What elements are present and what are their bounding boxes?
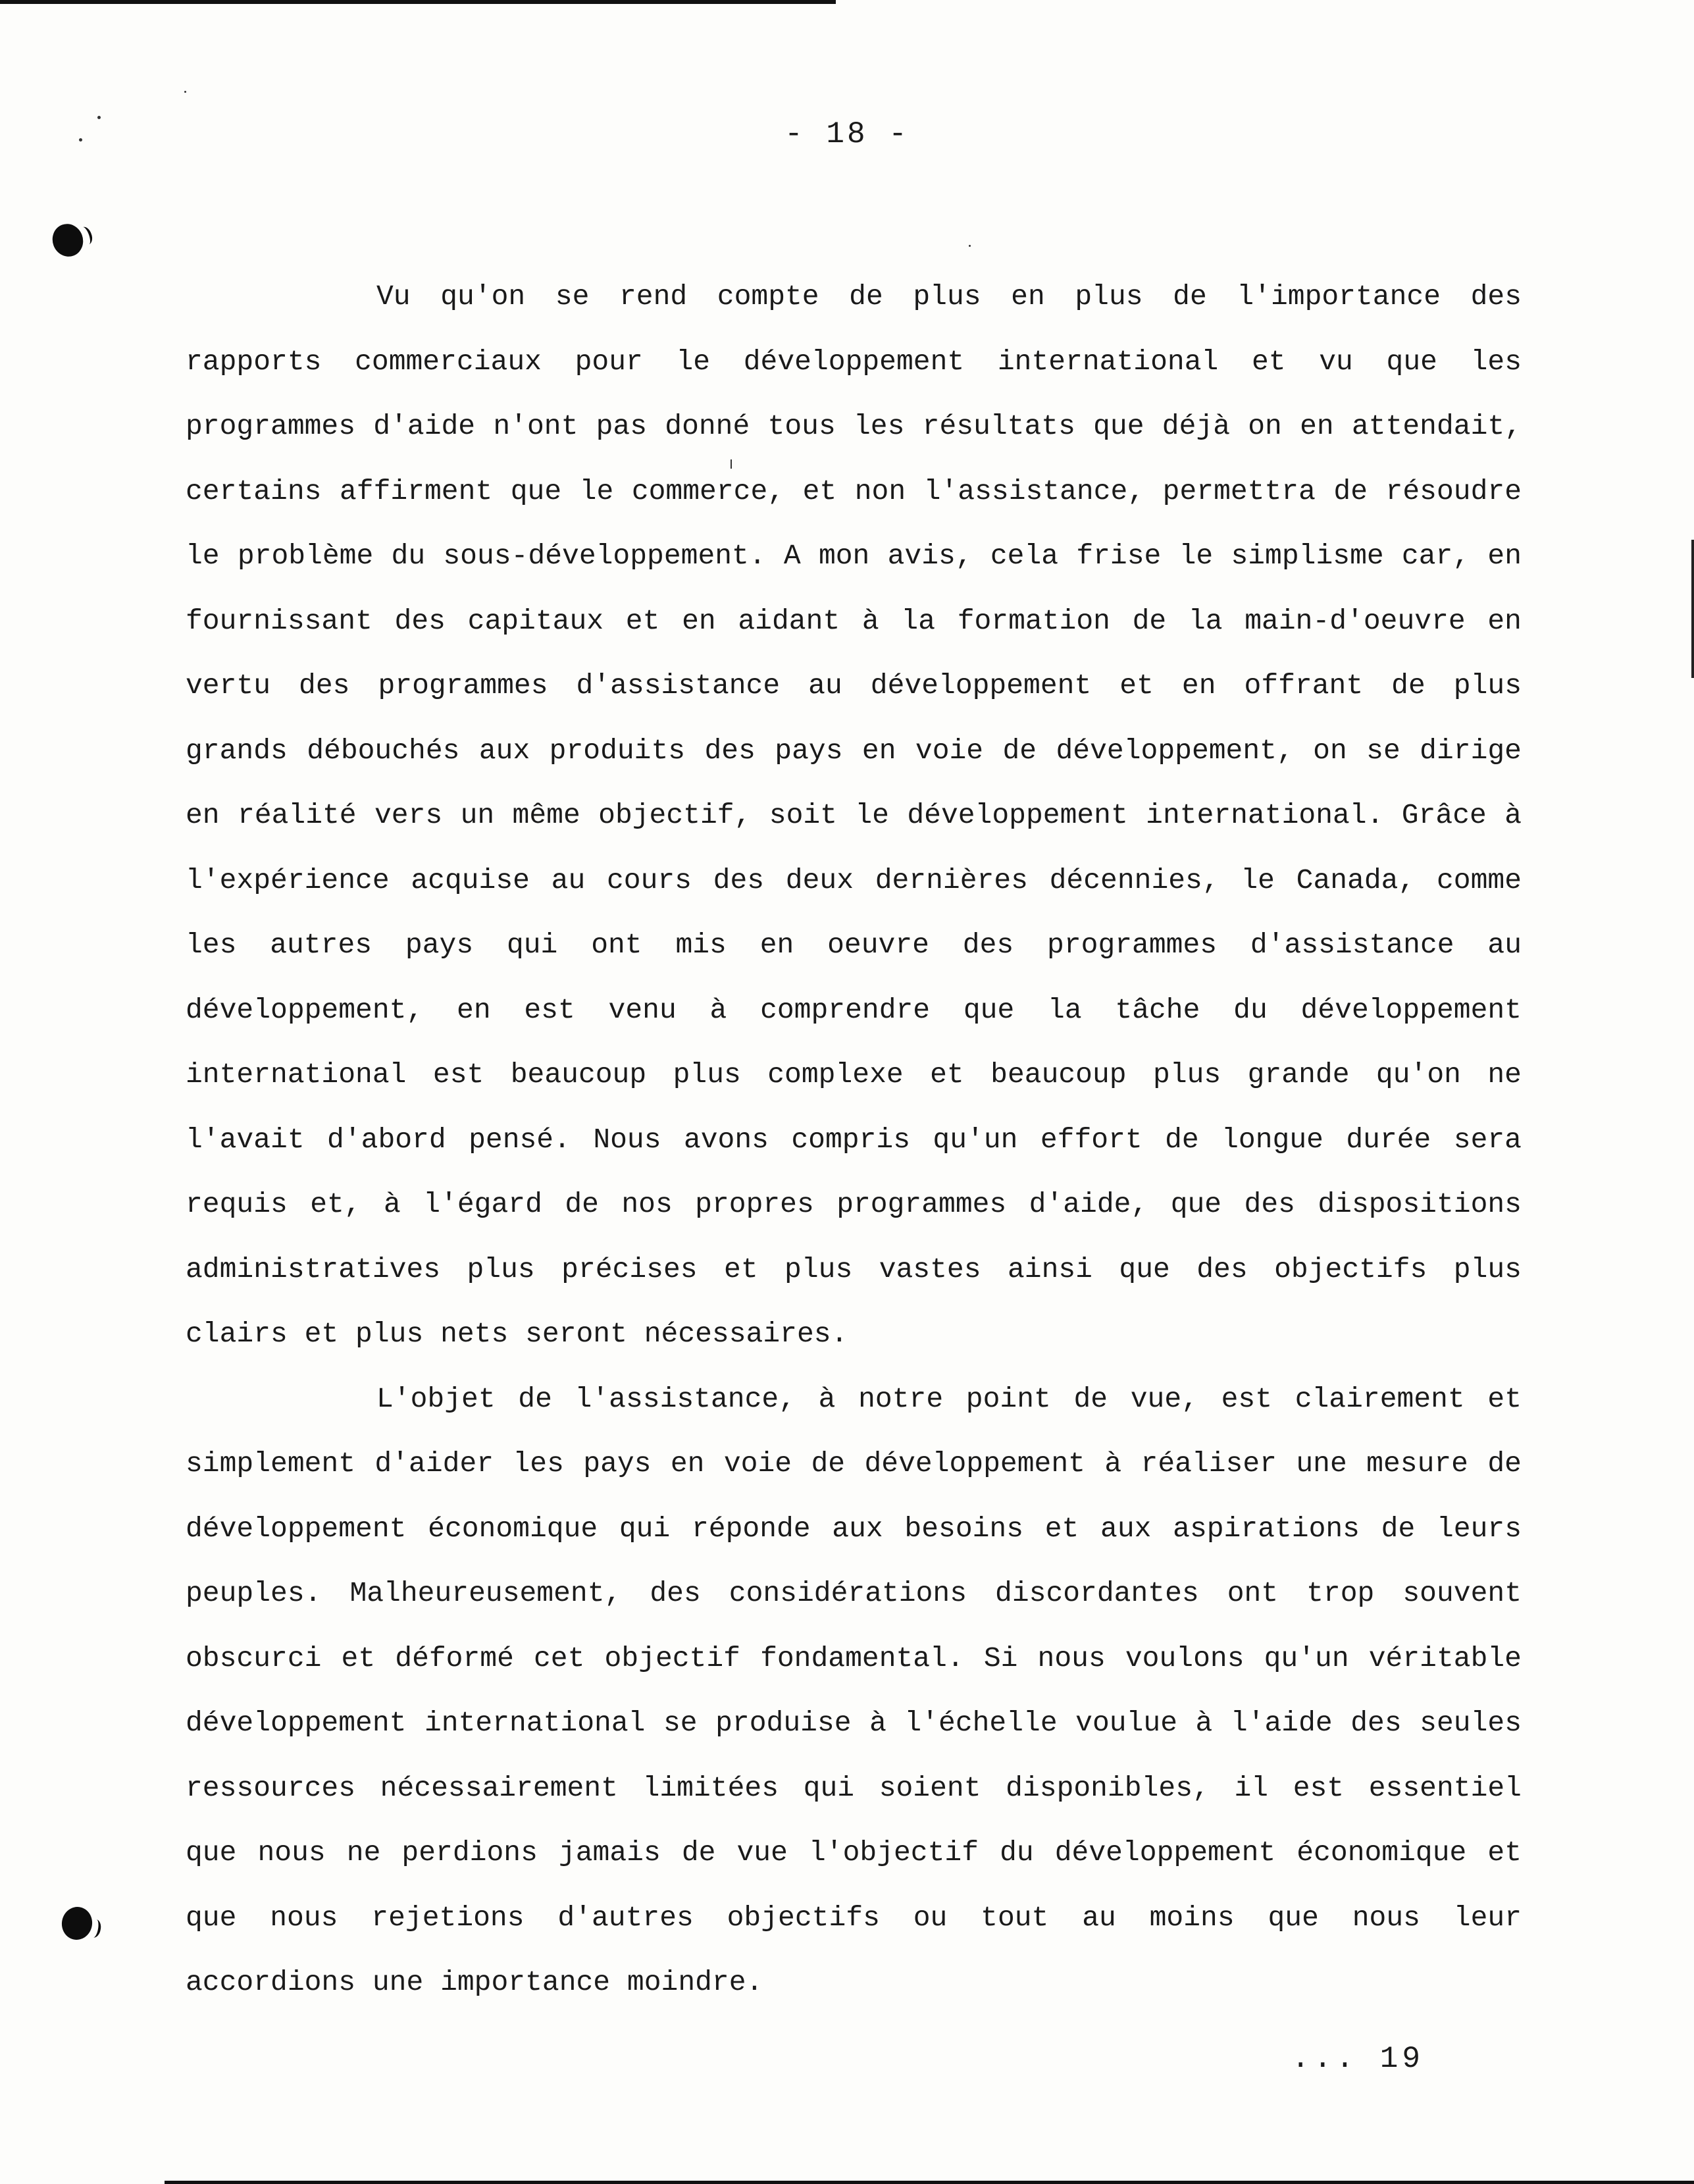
scan-speck xyxy=(969,245,971,247)
paragraph: L'objet de l'assistance, à notre point de vue, est clairement et simplement d'aider les pays en voie de développement à réaliser une mesure de développement économique qui réponde aux besoins et aux aspirations de leurs peuples. Malheureusement, des considérations discordantes ont trop souvent obscurci et déformé cet objectif fondamental. Si nous voulons qu'un véritable développement international se produise à l'échelle voulue à l'aide des seules ressources nécessairement limitées qui soient disponibles, il est essentiel que nous ne perdions jamais de vue l'objectif du développement économique et que nous rejetions d'autres objectifs ou tout au moins que nous leur accordions une importance moindre. xyxy=(186,1382,1522,1998)
page-number: - 18 - xyxy=(784,117,910,151)
punch-hole-mark xyxy=(48,220,88,261)
paragraph: Vu qu'on se rend compte de plus en plus de l'importance des rapports commerciaux pour le développement international et vu que les programmes d'aide n'ont pas donné tous les résultats que déjà on en attendait, certains affirment que le commerce, et non l'assistance, permettra de résoudre le problème du sous-développement. A mon avis, cela frise le simplisme car, en fournissant des capitaux et en aidant à la formation de la main-d'oeuvre en vertu des programmes d'assistance au développement et en offrant de plus grands débouchés aux produits des pays en voie de développement, on se dirige en réalité vers un même objectif, soit le développement international. Grâce à l'expérience acquise au cours des deux dernières décennies, le Canada, comme les autres pays qui ont mis en oeuvre des programmes d'assistance au développement, en est venu à comprendre que la tâche du développement international est beaucoup plus complexe et beaucoup plus grande qu'on ne l'avait d'abord pensé. Nous avons compris qu'un effort de longue durée sera requis et, à l'égard de nos propres programmes d'aide, que des dispositions administratives plus précises et plus vastes ainsi que des objectifs plus clairs et plus nets seront nécessaires. xyxy=(186,280,1522,1350)
continuation-marker: ... 19 xyxy=(1291,2042,1424,2076)
body-text xyxy=(186,265,1522,2015)
scan-border-top xyxy=(0,0,836,4)
scan-speck xyxy=(184,91,186,93)
scan-border-right xyxy=(1691,540,1694,678)
scan-border-bottom xyxy=(165,2181,1694,2184)
punch-hole-mark xyxy=(59,1904,95,1942)
